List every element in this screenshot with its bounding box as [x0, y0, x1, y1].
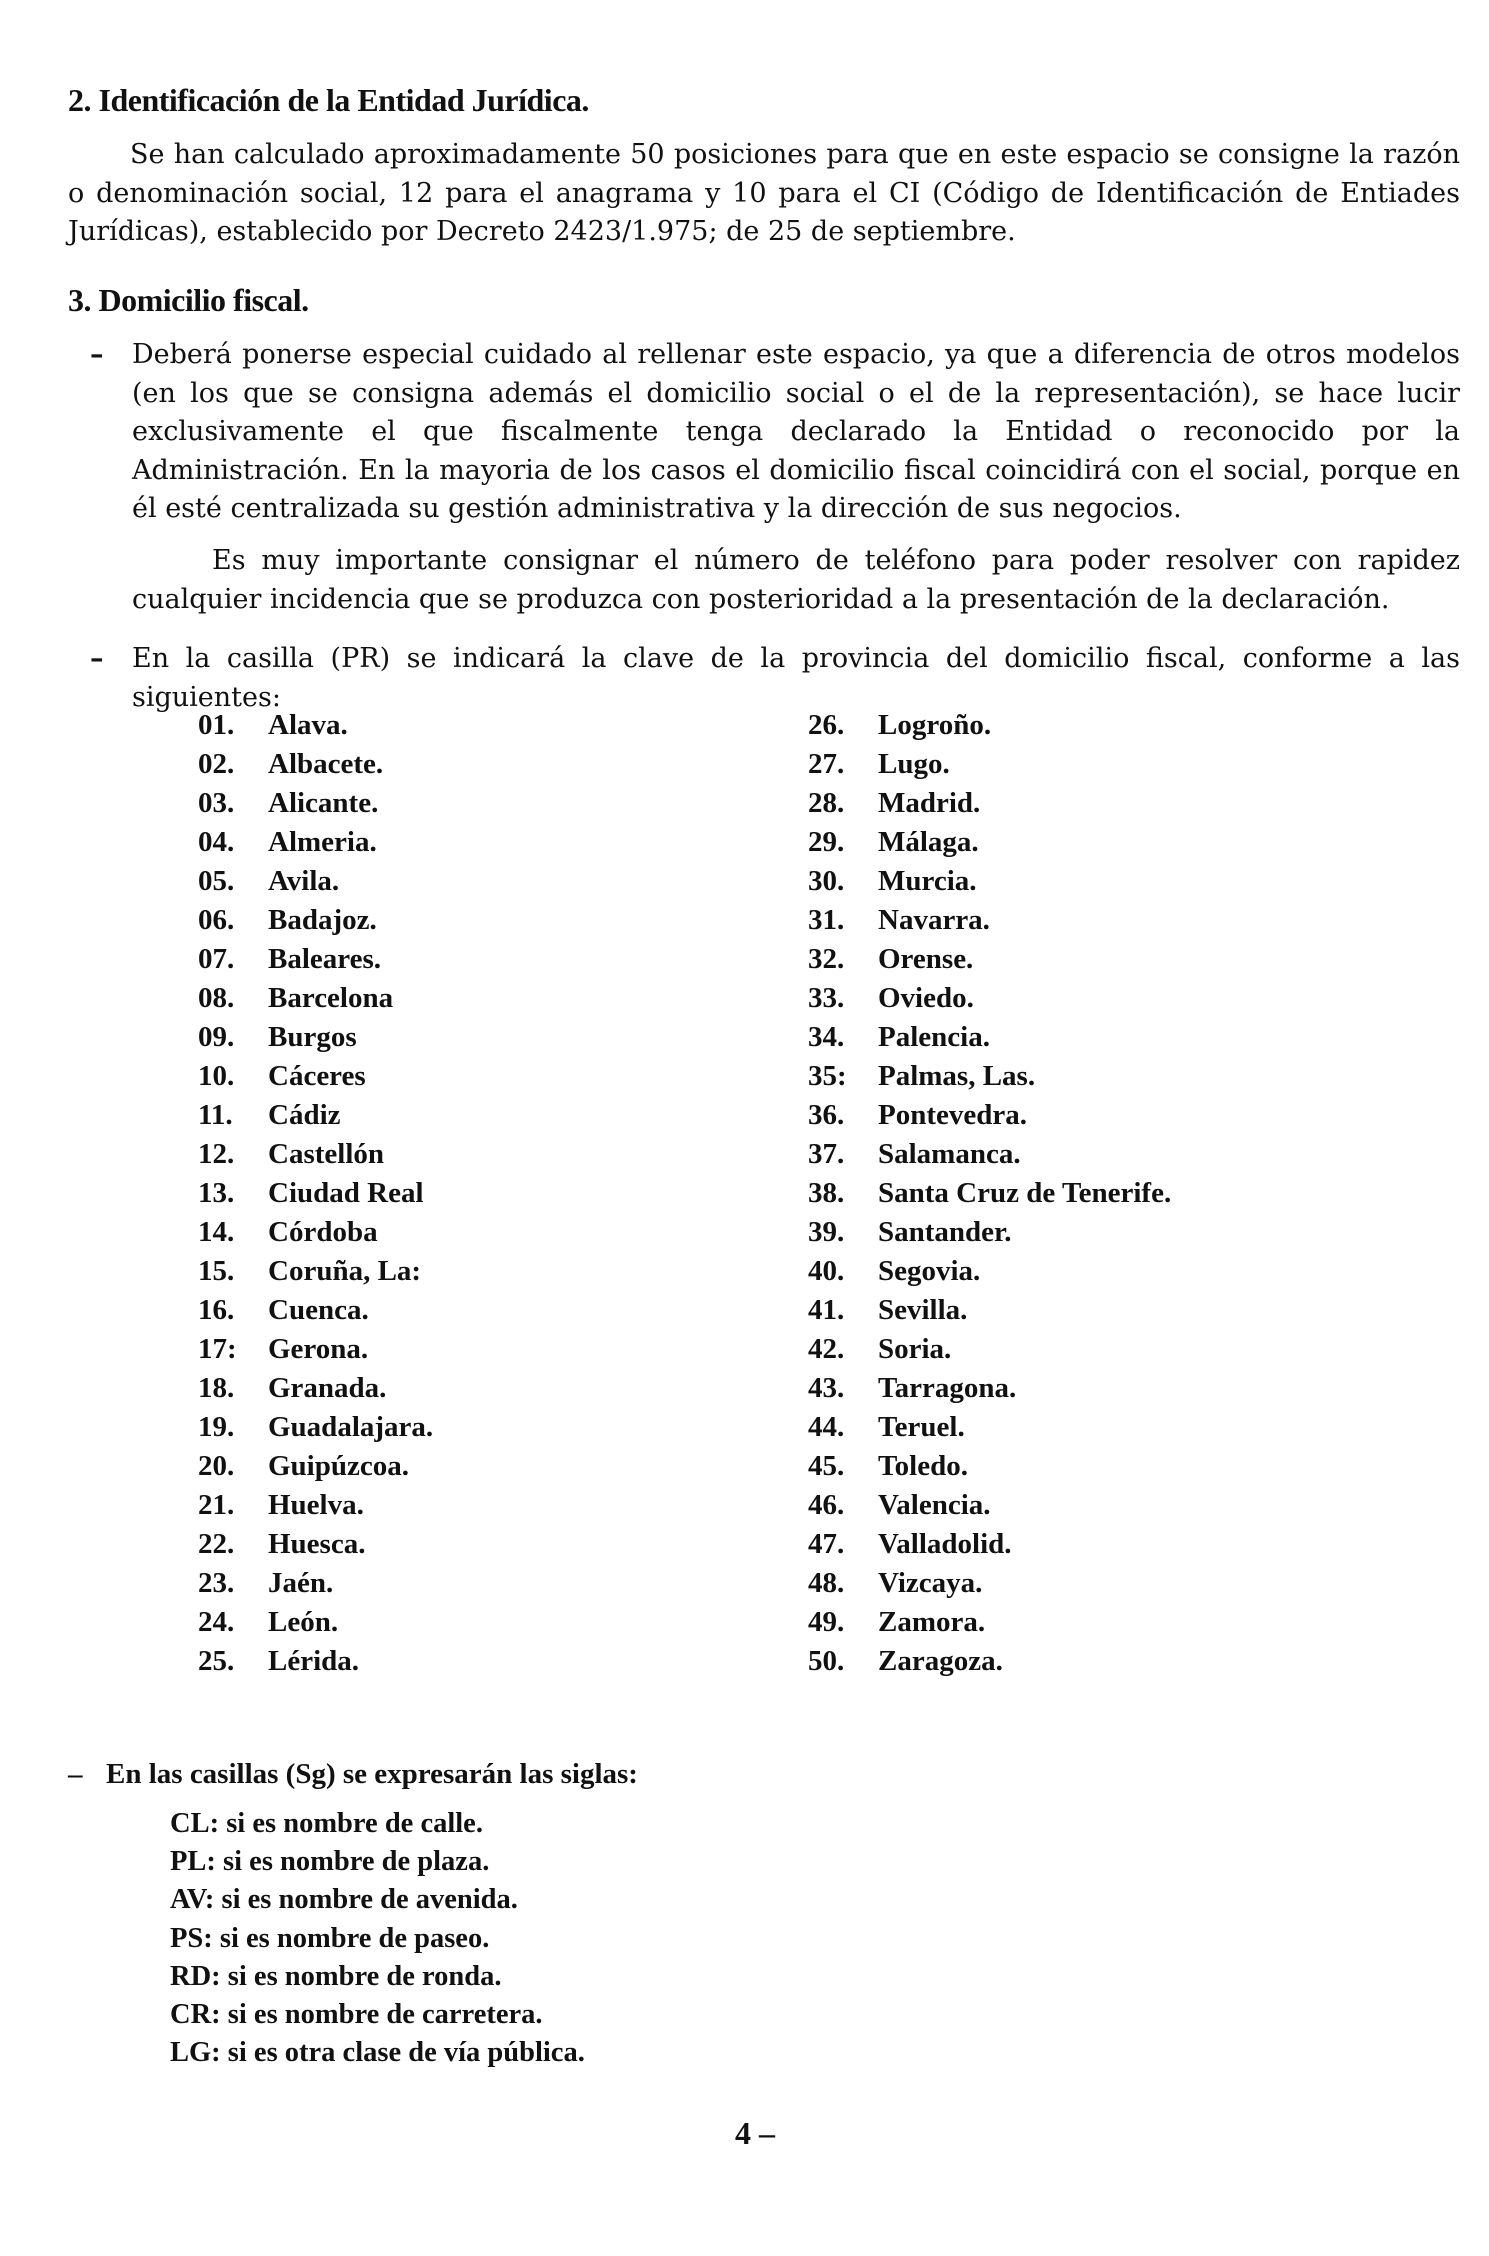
- province-code: 19.: [198, 1411, 235, 1443]
- province-row: [198, 745, 433, 784]
- province-row: [808, 1564, 1171, 1603]
- province-code: 43.: [808, 1372, 845, 1404]
- province-row: [198, 862, 433, 901]
- province-code: 22.: [198, 1528, 235, 1560]
- province-name: Jaén.: [268, 1567, 334, 1599]
- province-row: [198, 940, 433, 979]
- province-code: 17:: [198, 1333, 237, 1365]
- province-row: [198, 1486, 433, 1525]
- province-name: Palencia.: [878, 1021, 990, 1053]
- province-code: 08.: [198, 982, 235, 1014]
- province-row: [808, 1252, 1171, 1291]
- province-row: [808, 1603, 1171, 1642]
- province-code: 16.: [198, 1294, 235, 1326]
- province-code: 33.: [808, 982, 845, 1014]
- telefono-paragraph: Es muy importante consignar el número de teléfono para poder resolver con rapidez cualquier incidencia que se produzca con posterioridad a la presentación de la declaración.: [132, 545, 1460, 615]
- province-row: [808, 1525, 1171, 1564]
- province-row: [808, 1057, 1171, 1096]
- province-name: Zamora.: [878, 1606, 986, 1638]
- province-name: Guadalajara.: [268, 1411, 434, 1443]
- province-code: 32.: [808, 943, 845, 975]
- province-name: Avila.: [268, 865, 340, 897]
- province-row: [198, 1096, 433, 1135]
- province-name: Badajoz.: [268, 904, 377, 936]
- province-row: [808, 1096, 1171, 1135]
- province-row: [198, 1369, 433, 1408]
- section-2-paragraph: Se han calculado aproximadamente 50 posiciones para que en este espacio se consigne la razón o denominación social, 12 para el anagrama y 10 para el CI (Código de Identificación de Entiades Jurídicas), establecido por Decreto 2423/1.975; de 25 de septiembre.: [68, 139, 1460, 247]
- province-name: Cuenca.: [268, 1294, 369, 1326]
- province-code: 38.: [808, 1177, 845, 1209]
- province-row: [198, 1252, 433, 1291]
- domicilio-bullet-1: [90, 336, 1460, 529]
- province-name: Tarragona.: [878, 1372, 1017, 1404]
- province-name: Madrid.: [878, 787, 981, 819]
- sg-code: PL:: [170, 1846, 216, 1878]
- province-row: [198, 1057, 433, 1096]
- province-code: 11.: [198, 1099, 233, 1131]
- province-code: 13.: [198, 1177, 235, 1209]
- province-name: Lugo.: [878, 748, 950, 780]
- province-row: [808, 1018, 1171, 1057]
- province-code: 44.: [808, 1411, 845, 1443]
- sg-row: [170, 1843, 585, 1881]
- province-row: [808, 1174, 1171, 1213]
- province-name: Soria.: [878, 1333, 952, 1365]
- province-row: [198, 1408, 433, 1447]
- province-name: Alicante.: [268, 787, 379, 819]
- province-name: Navarra.: [878, 904, 990, 936]
- province-name: Córdoba: [268, 1216, 378, 1248]
- province-code: 07.: [198, 943, 235, 975]
- province-row: [808, 1642, 1171, 1681]
- province-row: [808, 706, 1171, 745]
- province-name: Granada.: [268, 1372, 387, 1404]
- sg-desc: si es nombre de ronda.: [227, 1960, 502, 1992]
- province-code: 41.: [808, 1294, 845, 1326]
- province-row: [808, 979, 1171, 1018]
- province-code: 48.: [808, 1567, 845, 1599]
- province-code: 26.: [808, 709, 845, 741]
- province-code: 28.: [808, 787, 845, 819]
- province-row: [198, 1135, 433, 1174]
- province-name: Murcia.: [878, 865, 977, 897]
- province-name: Almeria.: [268, 826, 377, 858]
- province-name: Huesca.: [268, 1528, 366, 1560]
- province-code: 37.: [808, 1138, 845, 1170]
- province-row: [198, 706, 433, 745]
- province-name: Castellón: [268, 1138, 384, 1170]
- province-row: [808, 1408, 1171, 1447]
- province-code: 27.: [808, 748, 845, 780]
- sg-code-list: [170, 1805, 585, 2072]
- province-row: [198, 979, 433, 1018]
- province-name: Segovia.: [878, 1255, 981, 1287]
- province-name: Burgos: [268, 1021, 357, 1053]
- domicilio-bullet-1-text: Deberá ponerse especial cuidado al rellenar este espacio, ya que a diferencia de otros modelos (en los que se consigna además el domicilio social o el de la representación), se hace lucir exclusivamente el que fiscalmente tenga declarado la Entidad o reconocido por la Administración. En la mayoria de los casos el domicilio fiscal coincidirá con el social, porque en él esté centralizada su gestión administrativa y la dirección de sus negocios.: [132, 339, 1460, 524]
- province-row: [198, 823, 433, 862]
- province-name: Guipúzcoa.: [268, 1450, 409, 1482]
- province-row: [808, 1213, 1171, 1252]
- province-code: 14.: [198, 1216, 235, 1248]
- province-name: Lérida.: [268, 1645, 360, 1677]
- province-row: [198, 1642, 433, 1681]
- province-name: Santa Cruz de Tenerife.: [878, 1177, 1172, 1209]
- bullet-dash: –: [90, 643, 104, 674]
- province-name: Orense.: [878, 943, 974, 975]
- sg-row: [170, 1805, 585, 1843]
- province-name: Cádiz: [268, 1099, 341, 1131]
- province-code: 23.: [198, 1567, 235, 1599]
- province-row: [808, 862, 1171, 901]
- province-row: [198, 784, 433, 823]
- sg-row: [170, 1920, 585, 1958]
- province-name: Toledo.: [878, 1450, 968, 1482]
- province-row: [198, 1291, 433, 1330]
- province-name: Salamanca.: [878, 1138, 1021, 1170]
- sg-code: CL:: [170, 1808, 220, 1839]
- province-row: [808, 1135, 1171, 1174]
- sg-code: AV:: [170, 1884, 215, 1916]
- sg-code: LG:: [170, 2037, 221, 2069]
- sg-code: CR:: [170, 1999, 221, 2031]
- province-row: [808, 1330, 1171, 1369]
- province-name: León.: [268, 1606, 339, 1638]
- province-code: 39.: [808, 1216, 845, 1248]
- province-code: 06.: [198, 904, 235, 936]
- province-name: Gerona.: [268, 1333, 369, 1365]
- sg-desc: si es otra clase de vía pública.: [227, 2037, 585, 2069]
- province-row: [808, 1291, 1171, 1330]
- province-name: Sevilla.: [878, 1294, 968, 1326]
- province-code: 24.: [198, 1606, 235, 1638]
- province-row: [808, 1486, 1171, 1525]
- province-code: 02.: [198, 748, 235, 780]
- province-row: [198, 1564, 433, 1603]
- province-name: Logroño.: [878, 709, 992, 741]
- province-row: [198, 1525, 433, 1564]
- province-name: Palmas, Las.: [878, 1060, 1036, 1092]
- province-code: 03.: [198, 787, 235, 819]
- sg-desc: si es nombre de paseo.: [219, 1922, 490, 1954]
- province-code: 40.: [808, 1255, 845, 1287]
- province-code: 01.: [198, 709, 235, 741]
- section-2-heading: 2. Identificación de la Entidad Jurídica.: [68, 82, 589, 118]
- province-name: Pontevedra.: [878, 1099, 1027, 1131]
- sg-row: [170, 1996, 585, 2034]
- sg-desc: si es nombre de avenida.: [221, 1884, 518, 1916]
- province-code: 29.: [808, 826, 845, 858]
- province-code: 09.: [198, 1021, 235, 1053]
- province-code: 35:: [808, 1060, 847, 1092]
- province-name: Albacete.: [268, 748, 384, 780]
- province-code: 15.: [198, 1255, 235, 1287]
- province-name: Zaragoza.: [878, 1645, 1003, 1677]
- bullet-dash: –: [90, 339, 104, 370]
- province-code: 31.: [808, 904, 845, 936]
- province-list-left: [198, 706, 433, 1681]
- province-code: 50.: [808, 1645, 845, 1677]
- province-code: 04.: [198, 826, 235, 858]
- province-name: Teruel.: [878, 1411, 965, 1443]
- province-name: Alava.: [268, 709, 348, 741]
- province-code: 21.: [198, 1489, 235, 1521]
- province-row: [808, 901, 1171, 940]
- sg-intro: [68, 1755, 1368, 1794]
- province-row: [198, 1603, 433, 1642]
- province-row: [198, 1447, 433, 1486]
- province-name: Barcelona: [268, 982, 394, 1014]
- sg-row: [170, 1958, 585, 1996]
- sg-row: [170, 2034, 585, 2072]
- province-row: [198, 1330, 433, 1369]
- domicilio-bullet-2-text: En la casilla (PR) se indicará la clave de la provincia del domicilio fiscal, conforme a las siguientes:: [132, 643, 1460, 713]
- province-name: Vizcaya.: [878, 1567, 983, 1599]
- province-code: 30.: [808, 865, 845, 897]
- province-name: Valencia.: [878, 1489, 991, 1521]
- sg-row: [170, 1881, 585, 1919]
- province-name: Huelva.: [268, 1489, 364, 1521]
- province-row: [808, 745, 1171, 784]
- section-3-heading: 3. Domicilio fiscal.: [68, 282, 309, 318]
- province-row: [198, 901, 433, 940]
- province-code: 05.: [198, 865, 235, 897]
- province-code: 42.: [808, 1333, 845, 1365]
- sg-desc: si es nombre de plaza.: [223, 1846, 490, 1878]
- sg-code: RD:: [170, 1960, 221, 1992]
- province-row: [198, 1174, 433, 1213]
- province-code: 46.: [808, 1489, 845, 1521]
- province-row: [808, 823, 1171, 862]
- sg-desc: si es nombre de carretera.: [227, 1999, 543, 2031]
- sg-code: PS:: [170, 1922, 213, 1954]
- province-code: 10.: [198, 1060, 235, 1092]
- province-name: Santander.: [878, 1216, 1012, 1248]
- bullet-dash: –: [68, 1758, 83, 1790]
- province-code: 36.: [808, 1099, 845, 1131]
- sg-intro-text: En las casillas (Sg) se expresarán las siglas:: [106, 1758, 638, 1790]
- province-code: 45.: [808, 1450, 845, 1482]
- province-code: 47.: [808, 1528, 845, 1560]
- province-name: Málaga.: [878, 826, 979, 858]
- province-name: Ciudad Real: [268, 1177, 424, 1209]
- province-row: [808, 1447, 1171, 1486]
- province-code: 18.: [198, 1372, 235, 1404]
- province-list-right: [808, 706, 1171, 1681]
- province-row: [808, 940, 1171, 979]
- province-row: [198, 1018, 433, 1057]
- sg-desc: si es nombre de calle.: [226, 1808, 483, 1839]
- province-code: 20.: [198, 1450, 235, 1482]
- province-code: 25.: [198, 1645, 235, 1677]
- province-code: 34.: [808, 1021, 845, 1053]
- province-name: Coruña, La:: [268, 1255, 422, 1287]
- province-row: [808, 784, 1171, 823]
- province-row: [808, 1369, 1171, 1408]
- page-number: 4 –: [735, 2115, 775, 2151]
- province-code: 12.: [198, 1138, 235, 1170]
- province-name: Oviedo.: [878, 982, 974, 1014]
- province-name: Baleares.: [268, 943, 382, 975]
- province-name: Valladolid.: [878, 1528, 1012, 1560]
- province-row: [198, 1213, 433, 1252]
- province-code: 49.: [808, 1606, 845, 1638]
- province-name: Cáceres: [268, 1060, 366, 1092]
